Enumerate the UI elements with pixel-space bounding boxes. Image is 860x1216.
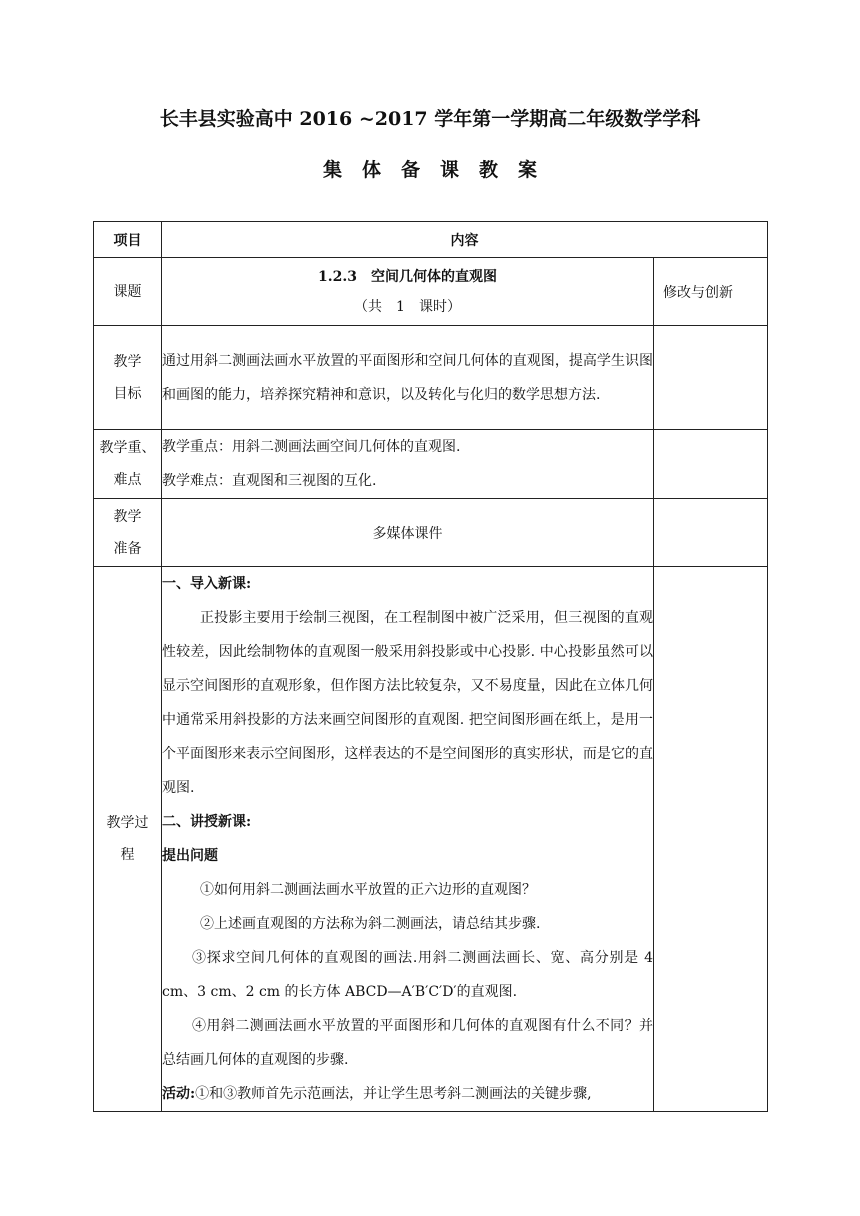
difficult-point-text: 教学难点：直观图和三视图的互化.	[162, 473, 377, 489]
topic-content	[162, 258, 654, 326]
objectives-label-line2: 目标	[113, 385, 142, 402]
keypoints-label-line2: 难点	[113, 472, 142, 488]
question-1: ①如何用斜二测画法画水平放置的正六边形的直观图？	[200, 882, 536, 898]
topic-row	[94, 258, 768, 326]
objectives-text: 通过用斜二测画法画水平放置的平面图形和空间几何体的直观图，提高学生识图和画图的能力，培养探究精神和意识，以及转化与化归的数学思想方法.	[162, 326, 654, 430]
topic-title: 1.2.3 空间几何体的直观图	[318, 268, 497, 285]
preparation-label-line2: 准备	[113, 540, 142, 557]
objectives-row	[94, 326, 768, 430]
topic-label: 课题	[94, 258, 162, 326]
section1-heading: 一、导入新课:	[162, 576, 252, 592]
activity-text: ①和③教师首先示范画法，并让学生思考斜二测画法的关键步骤,	[195, 1086, 592, 1102]
question-3: ③探求空间几何体的直观图的画法.用斜二测画法画长、宽、高分别是 4 cm、3 cm、2 cm 的长方体 ABCD—A′B′C′D′的直观图.	[162, 950, 653, 1000]
process-notes	[654, 567, 768, 1112]
process-content	[162, 567, 654, 1112]
keypoints-label	[94, 430, 162, 499]
revision-label: 修改与创新	[654, 258, 768, 326]
objectives-label-line1: 教学	[113, 353, 142, 370]
topic-periods: （共 1 课时）	[354, 298, 461, 315]
preparation-row	[94, 499, 768, 567]
lesson-plan-table	[93, 221, 768, 1112]
process-label	[94, 567, 162, 1112]
section2-heading: 二、讲授新课:	[162, 814, 252, 830]
objectives-label	[94, 326, 162, 430]
preparation-label-line1: 教学	[113, 508, 142, 525]
key-point-text: 教学重点：用斜二测画法画空间几何体的直观图.	[162, 439, 461, 455]
objectives-notes	[654, 326, 768, 430]
process-row	[94, 567, 768, 1112]
process-label-line1: 教学过	[106, 815, 149, 831]
keypoints-content	[162, 430, 654, 499]
table-header-row	[94, 222, 768, 258]
question-4: ④用斜二测画法画水平放置的平面图形和几何体的直观图有什么不同？并总结画几何体的直观图的步骤.	[162, 1018, 653, 1068]
process-label-line2: 程	[120, 847, 135, 863]
activity-label: 活动:	[162, 1086, 196, 1102]
question-2: ②上述画直观图的方法称为斜二测画法，请总结其步骤.	[200, 916, 541, 932]
header-content-cell: 内容	[162, 222, 768, 258]
section1-text: 正投影主要用于绘制三视图，在工程制图中被广泛采用，但三视图的直观性较差，因此绘制物体的直观图一般采用斜投影或中心投影. 中心投影虽然可以显示空间图形的直观形象，但作图方法比较复杂，又不易度量，因此在立体几何中通常采用斜投影的方法来画空间图形的直观图. 把空间图形画在纸上，是用一个平面图形来表示空间图形，这样表达的不是空间图形的真实形状，而是它的直观图.	[162, 610, 653, 796]
keypoints-label-line1: 教学重、	[99, 440, 156, 456]
document-subtitle: 集体备课教案	[322, 159, 557, 181]
preparation-text: 多媒体课件	[162, 499, 654, 567]
header-item-cell: 项目	[94, 222, 162, 258]
activity-line	[162, 1077, 653, 1111]
document-title: 长丰县实验高中 2016 ~2017 学年第一学期高二年级数学学科	[159, 108, 701, 130]
questions-heading: 提出问题	[162, 848, 218, 864]
preparation-label	[94, 499, 162, 567]
keypoints-notes	[654, 430, 768, 499]
keypoints-row	[94, 430, 768, 499]
preparation-notes	[654, 499, 768, 567]
